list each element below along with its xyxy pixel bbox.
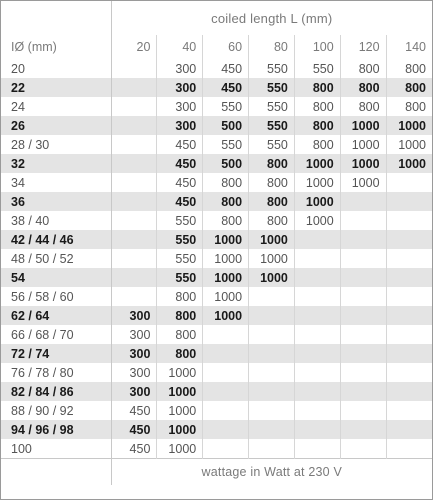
table-row	[1, 344, 432, 363]
row-diameter-label: 54	[1, 268, 111, 287]
wattage-cell	[340, 268, 386, 287]
wattage-cell: 800	[294, 135, 340, 154]
table-row	[1, 192, 432, 211]
wattage-cell: 1000	[340, 116, 386, 135]
wattage-cell: 1000	[294, 173, 340, 192]
wattage-cell: 1000	[157, 401, 203, 420]
wattage-cell: 450	[203, 78, 249, 97]
row-diameter-label: 20	[11, 61, 25, 76]
row-diameter-label: 66 / 68 / 70	[11, 327, 74, 342]
wattage-cell: 500	[203, 116, 249, 135]
wattage-cell: 800	[203, 173, 249, 192]
wattage-cell	[386, 401, 432, 420]
wattage-cell	[386, 325, 432, 344]
wattage-cell	[111, 173, 157, 192]
wattage-cell	[111, 249, 157, 268]
table-row	[1, 382, 432, 401]
wattage-cell: 1000	[157, 382, 203, 401]
wattage-cell: 550	[157, 230, 203, 249]
wattage-cell: 550	[294, 59, 340, 78]
wattage-cell: 1000	[386, 154, 432, 173]
column-header-80: 80	[249, 35, 295, 59]
table-row	[1, 78, 432, 97]
table-row	[1, 173, 432, 192]
wattage-cell	[294, 344, 340, 363]
table-body	[1, 1, 432, 485]
wattage-cell: 1000	[203, 287, 249, 306]
wattage-cell: 550	[203, 135, 249, 154]
wattage-cell: 800	[340, 59, 386, 78]
wattage-cell: 800	[340, 97, 386, 116]
footer-note: wattage in Watt at 230 V	[111, 459, 432, 486]
wattage-cell: 1000	[340, 173, 386, 192]
wattage-cell: 800	[157, 306, 203, 325]
wattage-cell	[111, 211, 157, 230]
wattage-cell	[386, 420, 432, 439]
wattage-cell	[111, 135, 157, 154]
wattage-cell	[340, 382, 386, 401]
wattage-cell: 800	[249, 173, 295, 192]
wattage-cell	[386, 439, 432, 459]
wattage-cell: 1000	[386, 116, 432, 135]
wattage-cell	[294, 401, 340, 420]
wattage-cell: 1000	[249, 268, 295, 287]
wattage-cell: 550	[157, 268, 203, 287]
wattage-cell: 300	[111, 325, 157, 344]
wattage-cell	[111, 78, 157, 97]
wattage-cell: 550	[157, 249, 203, 268]
wattage-cell	[340, 211, 386, 230]
row-diameter-label: 34	[11, 175, 25, 190]
wattage-cell	[340, 439, 386, 459]
wattage-cell	[386, 173, 432, 192]
wattage-cell	[294, 325, 340, 344]
wattage-cell	[203, 363, 249, 382]
wattage-table	[1, 1, 432, 485]
wattage-cell	[249, 287, 295, 306]
table-row	[1, 230, 432, 249]
wattage-cell	[340, 192, 386, 211]
table-row	[1, 135, 432, 154]
row-diameter-label: 36	[1, 192, 111, 211]
wattage-cell	[386, 287, 432, 306]
wattage-cell	[111, 192, 157, 211]
row-diameter-label: 76 / 78 / 80	[11, 365, 74, 380]
wattage-cell: 500	[203, 154, 249, 173]
table-row	[1, 306, 432, 325]
wattage-cell	[340, 230, 386, 249]
wattage-cell	[386, 306, 432, 325]
table-title-row	[1, 1, 432, 35]
wattage-cell: 800	[249, 154, 295, 173]
column-header-120: 120	[340, 35, 386, 59]
wattage-cell: 300	[111, 382, 157, 401]
wattage-cell: 1000	[294, 154, 340, 173]
wattage-cell: 1000	[294, 211, 340, 230]
wattage-cell	[294, 363, 340, 382]
table-row	[1, 97, 432, 116]
row-diameter-label: 38 / 40	[11, 213, 50, 228]
wattage-cell: 300	[157, 78, 203, 97]
wattage-cell: 1000	[157, 420, 203, 439]
wattage-cell	[386, 268, 432, 287]
wattage-cell: 450	[157, 135, 203, 154]
wattage-cell	[111, 154, 157, 173]
wattage-cell: 1000	[157, 439, 203, 459]
column-header-60: 60	[203, 35, 249, 59]
column-header-20: 20	[111, 35, 157, 59]
wattage-cell: 800	[294, 97, 340, 116]
column-header-row	[1, 35, 432, 59]
wattage-cell	[249, 382, 295, 401]
wattage-cell	[386, 249, 432, 268]
wattage-cell: 800	[157, 287, 203, 306]
wattage-cell	[386, 211, 432, 230]
corner-cell	[1, 1, 111, 35]
wattage-cell	[111, 116, 157, 135]
wattage-cell: 1000	[203, 268, 249, 287]
wattage-cell: 550	[249, 116, 295, 135]
wattage-cell	[386, 382, 432, 401]
wattage-cell	[340, 401, 386, 420]
wattage-cell: 1000	[249, 230, 295, 249]
row-diameter-label: 42 / 44 / 46	[1, 230, 111, 249]
table-row	[1, 59, 432, 78]
footer-blank-cell	[1, 459, 111, 486]
wattage-cell: 450	[157, 173, 203, 192]
wattage-cell: 800	[203, 192, 249, 211]
wattage-cell: 800	[386, 78, 432, 97]
table-title: coiled length L (mm)	[111, 1, 432, 35]
wattage-cell: 800	[157, 325, 203, 344]
wattage-cell	[294, 439, 340, 459]
wattage-cell: 1000	[203, 249, 249, 268]
wattage-cell: 300	[157, 59, 203, 78]
wattage-cell: 1000	[203, 230, 249, 249]
wattage-cell: 800	[203, 211, 249, 230]
wattage-cell: 550	[249, 59, 295, 78]
wattage-cell	[294, 306, 340, 325]
table-row	[1, 363, 432, 382]
table-row	[1, 287, 432, 306]
row-diameter-label: 28 / 30	[11, 137, 50, 152]
wattage-cell: 450	[157, 154, 203, 173]
wattage-cell	[203, 401, 249, 420]
row-axis-label: IØ (mm)	[11, 40, 57, 54]
wattage-cell: 800	[340, 78, 386, 97]
table-row	[1, 439, 432, 459]
wattage-cell	[203, 439, 249, 459]
wattage-cell: 550	[203, 97, 249, 116]
wattage-cell	[340, 306, 386, 325]
wattage-cell	[203, 382, 249, 401]
table-row	[1, 154, 432, 173]
wattage-cell	[340, 344, 386, 363]
wattage-cell	[249, 401, 295, 420]
wattage-cell: 1000	[203, 306, 249, 325]
wattage-cell: 450	[157, 192, 203, 211]
wattage-cell	[294, 287, 340, 306]
row-diameter-label: 24	[11, 99, 25, 114]
wattage-cell: 550	[249, 135, 295, 154]
wattage-cell	[386, 192, 432, 211]
wattage-cell	[340, 420, 386, 439]
wattage-cell: 1000	[157, 363, 203, 382]
row-diameter-label: 94 / 96 / 98	[1, 420, 111, 439]
wattage-cell: 800	[386, 59, 432, 78]
row-diameter-label: 72 / 74	[1, 344, 111, 363]
wattage-cell: 450	[111, 439, 157, 459]
wattage-cell: 1000	[340, 154, 386, 173]
wattage-cell	[249, 325, 295, 344]
wattage-cell	[386, 230, 432, 249]
wattage-cell	[203, 344, 249, 363]
wattage-cell	[203, 420, 249, 439]
wattage-cell	[111, 230, 157, 249]
table-row	[1, 420, 432, 439]
wattage-cell	[294, 382, 340, 401]
wattage-cell	[386, 344, 432, 363]
footer-row	[1, 459, 432, 486]
wattage-cell: 450	[203, 59, 249, 78]
wattage-cell	[249, 363, 295, 382]
wattage-cell: 300	[111, 306, 157, 325]
row-diameter-label: 22	[1, 78, 111, 97]
column-header-140: 140	[386, 35, 432, 59]
table-row	[1, 211, 432, 230]
wattage-cell	[294, 268, 340, 287]
table-row	[1, 325, 432, 344]
row-diameter-label: 56 / 58 / 60	[11, 289, 74, 304]
row-diameter-label: 88 / 90 / 92	[11, 403, 74, 418]
wattage-cell	[111, 97, 157, 116]
wattage-cell	[294, 420, 340, 439]
wattage-cell: 800	[249, 211, 295, 230]
wattage-cell	[340, 363, 386, 382]
wattage-cell: 1000	[294, 192, 340, 211]
wattage-cell	[340, 287, 386, 306]
wattage-cell: 550	[249, 78, 295, 97]
wattage-cell	[249, 420, 295, 439]
wattage-cell	[386, 363, 432, 382]
wattage-cell	[294, 230, 340, 249]
wattage-cell	[249, 306, 295, 325]
wattage-cell	[340, 249, 386, 268]
wattage-cell: 450	[111, 401, 157, 420]
wattage-cell	[340, 325, 386, 344]
wattage-cell	[203, 325, 249, 344]
wattage-cell	[111, 287, 157, 306]
wattage-cell	[111, 268, 157, 287]
wattage-cell: 800	[294, 78, 340, 97]
wattage-cell: 550	[157, 211, 203, 230]
row-diameter-label: 26	[1, 116, 111, 135]
table-row	[1, 268, 432, 287]
column-header-40: 40	[157, 35, 203, 59]
wattage-cell: 800	[294, 116, 340, 135]
wattage-cell	[111, 59, 157, 78]
wattage-cell: 800	[157, 344, 203, 363]
wattage-cell: 300	[111, 363, 157, 382]
wattage-cell: 1000	[249, 249, 295, 268]
wattage-cell: 300	[157, 97, 203, 116]
row-diameter-label: 100	[11, 441, 32, 456]
wattage-cell: 300	[111, 344, 157, 363]
wattage-cell: 300	[157, 116, 203, 135]
wattage-cell: 1000	[340, 135, 386, 154]
row-diameter-label: 62 / 64	[1, 306, 111, 325]
wattage-cell	[249, 344, 295, 363]
wattage-cell: 450	[111, 420, 157, 439]
wattage-cell	[294, 249, 340, 268]
wattage-cell: 1000	[386, 135, 432, 154]
row-diameter-label: 82 / 84 / 86	[1, 382, 111, 401]
table-row	[1, 401, 432, 420]
wattage-cell: 800	[249, 192, 295, 211]
row-diameter-label: 32	[1, 154, 111, 173]
wattage-cell	[249, 439, 295, 459]
column-header-100: 100	[294, 35, 340, 59]
table-row	[1, 116, 432, 135]
wattage-cell: 800	[386, 97, 432, 116]
wattage-cell: 550	[249, 97, 295, 116]
row-diameter-label: 48 / 50 / 52	[11, 251, 74, 266]
table-row	[1, 249, 432, 268]
